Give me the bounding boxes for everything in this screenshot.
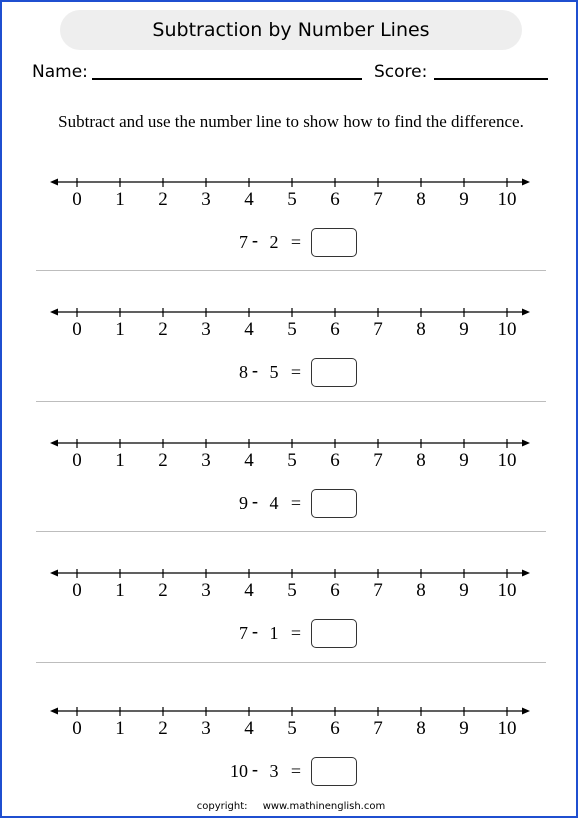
- arrow-right-icon: [522, 309, 530, 316]
- tick-label: 0: [72, 450, 82, 471]
- copyright-label: copyright:: [196, 801, 248, 812]
- arrow-right-icon: [522, 440, 530, 447]
- arrow-left-icon: [50, 309, 58, 316]
- tick-label: 1: [115, 189, 125, 210]
- tick-label: 2: [158, 718, 168, 739]
- tick-label: 2: [158, 450, 168, 471]
- equals-sign: =: [290, 761, 302, 781]
- answer-box[interactable]: [311, 489, 357, 518]
- tick-label: 8: [416, 319, 426, 340]
- score-label: Score:: [374, 62, 428, 82]
- tick-label: 7: [373, 189, 383, 210]
- tick-label: 5: [287, 718, 297, 739]
- name-score-row: [32, 60, 552, 86]
- footer: [2, 801, 578, 812]
- tick-label: 3: [201, 718, 211, 739]
- equals-sign: =: [290, 232, 302, 252]
- subtrahend: 5: [269, 362, 279, 382]
- tick-label: 8: [416, 189, 426, 210]
- name-label: Name:: [32, 62, 88, 82]
- equals-sign: =: [290, 623, 302, 643]
- equals-sign: =: [290, 362, 302, 382]
- equation: [2, 358, 578, 388]
- tick-label: 9: [459, 319, 469, 340]
- tick-label: 4: [244, 189, 254, 210]
- tick-label: 2: [158, 189, 168, 210]
- arrow-left-icon: [50, 708, 58, 715]
- tick-label: 1: [115, 450, 125, 471]
- tick-label: 1: [115, 580, 125, 601]
- tick-label: 0: [72, 319, 82, 340]
- minus-sign: -: [252, 759, 258, 779]
- equation: [2, 489, 578, 519]
- score-field[interactable]: [434, 78, 548, 80]
- instructions: Subtract and use the number line to show how to find the difference.: [58, 112, 524, 131]
- tick-label: 8: [416, 580, 426, 601]
- tick-label: 6: [330, 319, 340, 340]
- worksheet-title: Subtraction by Number Lines: [60, 10, 522, 50]
- section-divider: [36, 401, 546, 402]
- tick-label: 3: [201, 189, 211, 210]
- minuend: 7: [239, 623, 248, 643]
- tick-label: 5: [287, 580, 297, 601]
- tick-label: 10: [497, 189, 517, 210]
- tick-label: 10: [497, 718, 517, 739]
- section-divider: [36, 662, 546, 663]
- tick-label: 9: [459, 718, 469, 739]
- minuend: 7: [239, 232, 248, 252]
- minuend: 9: [239, 493, 248, 513]
- tick-label: 7: [373, 450, 383, 471]
- tick-label: 9: [459, 580, 469, 601]
- tick-label: 3: [201, 450, 211, 471]
- minuend: 8: [239, 362, 248, 382]
- tick-label: 9: [459, 450, 469, 471]
- equation: [2, 228, 578, 258]
- answer-box[interactable]: [311, 619, 357, 648]
- answer-box[interactable]: [311, 757, 357, 786]
- answer-box[interactable]: [311, 228, 357, 257]
- section-divider: [36, 270, 546, 271]
- tick-label: 1: [115, 718, 125, 739]
- tick-label: 4: [244, 450, 254, 471]
- tick-label: 7: [373, 319, 383, 340]
- tick-label: 4: [244, 580, 254, 601]
- tick-label: 7: [373, 718, 383, 739]
- tick-label: 9: [459, 189, 469, 210]
- tick-label: 6: [330, 718, 340, 739]
- tick-label: 7: [373, 580, 383, 601]
- tick-label: 8: [416, 718, 426, 739]
- tick-label: 8: [416, 450, 426, 471]
- minus-sign: -: [252, 621, 258, 641]
- problem-3: [2, 439, 578, 549]
- equals-sign: =: [290, 493, 302, 513]
- tick-label: 0: [72, 580, 82, 601]
- subtrahend: 3: [269, 761, 279, 781]
- tick-label: 4: [244, 718, 254, 739]
- equation: [2, 619, 578, 649]
- minus-sign: -: [252, 491, 258, 511]
- tick-label: 0: [72, 718, 82, 739]
- tick-label: 6: [330, 450, 340, 471]
- tick-label: 5: [287, 319, 297, 340]
- equation: [2, 757, 578, 787]
- tick-label: 10: [497, 580, 517, 601]
- tick-label: 10: [497, 319, 517, 340]
- tick-label: 5: [287, 189, 297, 210]
- name-field[interactable]: [92, 78, 362, 80]
- tick-label: 6: [330, 580, 340, 601]
- tick-label: 3: [201, 580, 211, 601]
- answer-box[interactable]: [311, 358, 357, 387]
- tick-label: 1: [115, 319, 125, 340]
- tick-label: 0: [72, 189, 82, 210]
- arrow-right-icon: [522, 179, 530, 186]
- arrow-right-icon: [522, 708, 530, 715]
- subtrahend: 1: [269, 623, 279, 643]
- tick-label: 2: [158, 319, 168, 340]
- tick-label: 6: [330, 189, 340, 210]
- tick-label: 10: [497, 450, 517, 471]
- minus-sign: -: [252, 230, 258, 250]
- arrow-right-icon: [522, 570, 530, 577]
- tick-label: 4: [244, 319, 254, 340]
- minus-sign: -: [252, 360, 258, 380]
- subtrahend: 4: [269, 493, 279, 513]
- subtrahend: 2: [269, 232, 279, 252]
- arrow-left-icon: [50, 179, 58, 186]
- minuend: 10: [230, 761, 248, 781]
- site-link[interactable]: www.mathinenglish.com: [262, 801, 386, 812]
- problem-1: [2, 178, 578, 288]
- arrow-left-icon: [50, 440, 58, 447]
- arrow-left-icon: [50, 570, 58, 577]
- tick-label: 5: [287, 450, 297, 471]
- tick-label: 3: [201, 319, 211, 340]
- section-divider: [36, 531, 546, 532]
- tick-label: 2: [158, 580, 168, 601]
